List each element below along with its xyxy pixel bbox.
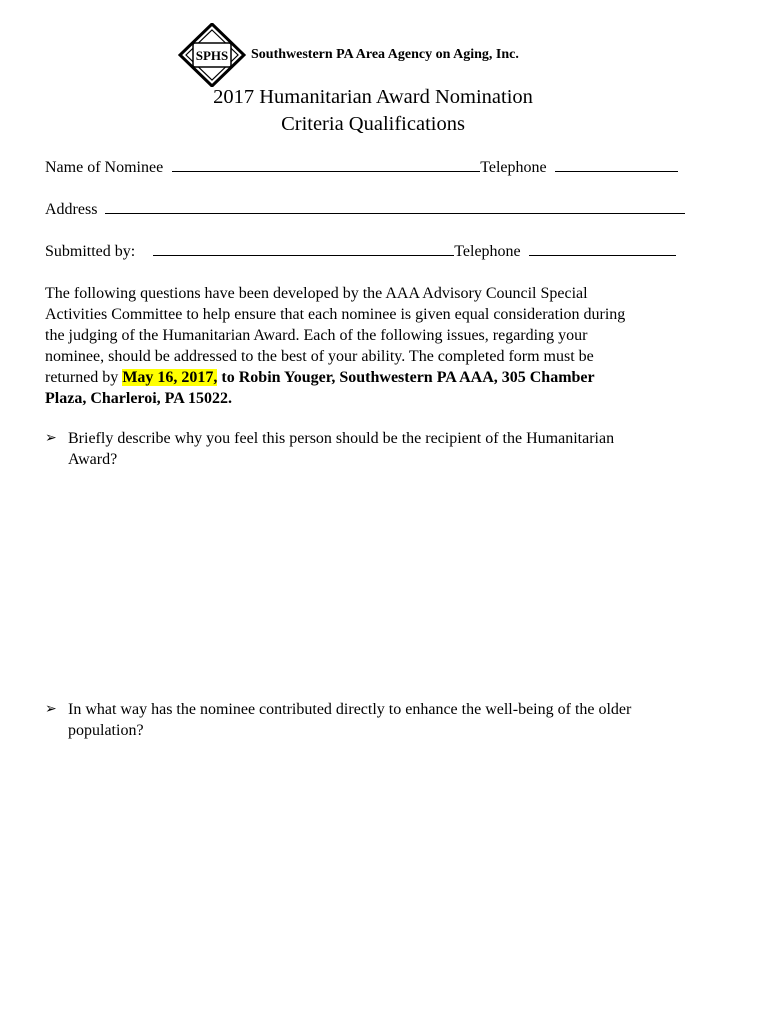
question-line: Award? [68, 451, 118, 468]
question-2-text [45, 699, 705, 741]
return-address-part2: Plaza, Charleroi, PA 15022. [45, 390, 232, 407]
question-1-text [45, 428, 705, 470]
question-line: Briefly describe why you feel this person should be the recipient of the Humanitarian [68, 430, 615, 447]
logo-text: SPHS [195, 48, 229, 63]
telephone-label: Telephone [480, 159, 547, 176]
deadline-date: May 16, 2017, [122, 369, 218, 386]
sphs-logo [178, 23, 246, 87]
instructions-return-prefix: returned by [45, 369, 123, 386]
submitted-by-label: Submitted by: [45, 243, 136, 260]
submitted-by-field[interactable] [153, 242, 454, 256]
instructions-paragraph [45, 283, 695, 409]
arrow-bullet-icon: ➢ [45, 701, 57, 717]
nominee-telephone-field[interactable] [555, 158, 678, 172]
return-address-part1: to Robin Youger, Southwestern PA AAA, 305 Chamber [217, 369, 595, 386]
nominee-row [45, 158, 678, 177]
form-title: 2017 Humanitarian Award Nomination [213, 86, 533, 108]
submitter-telephone-field[interactable] [529, 242, 676, 256]
instructions-line: Activities Committee to help ensure that each nominee is given equal consideration during [45, 306, 626, 323]
address-field[interactable] [105, 200, 685, 214]
submitted-by-row [45, 242, 676, 261]
telephone-label-2: Telephone [454, 243, 521, 260]
form-subtitle: Criteria Qualifications [281, 113, 465, 135]
instructions-line: the judging of the Humanitarian Award. Each of the following issues, regarding your [45, 327, 588, 344]
question-line: In what way has the nominee contributed directly to enhance the well-being of the older [68, 701, 632, 718]
instructions-line: nominee, should be addressed to the best of your ability. The completed form must be [45, 348, 594, 365]
address-label: Address [45, 201, 98, 218]
nominee-name-field[interactable] [172, 158, 480, 172]
question-1 [45, 428, 705, 470]
nominee-label: Name of Nominee [45, 159, 164, 176]
instructions-line: The following questions have been developed by the AAA Advisory Council Special [45, 285, 588, 302]
arrow-bullet-icon: ➢ [45, 430, 57, 446]
question-2 [45, 699, 705, 741]
organization-name: Southwestern PA Area Agency on Aging, Inc. [251, 47, 519, 62]
question-line: population? [68, 722, 144, 739]
instructions-line [45, 367, 695, 388]
address-row [45, 200, 685, 219]
